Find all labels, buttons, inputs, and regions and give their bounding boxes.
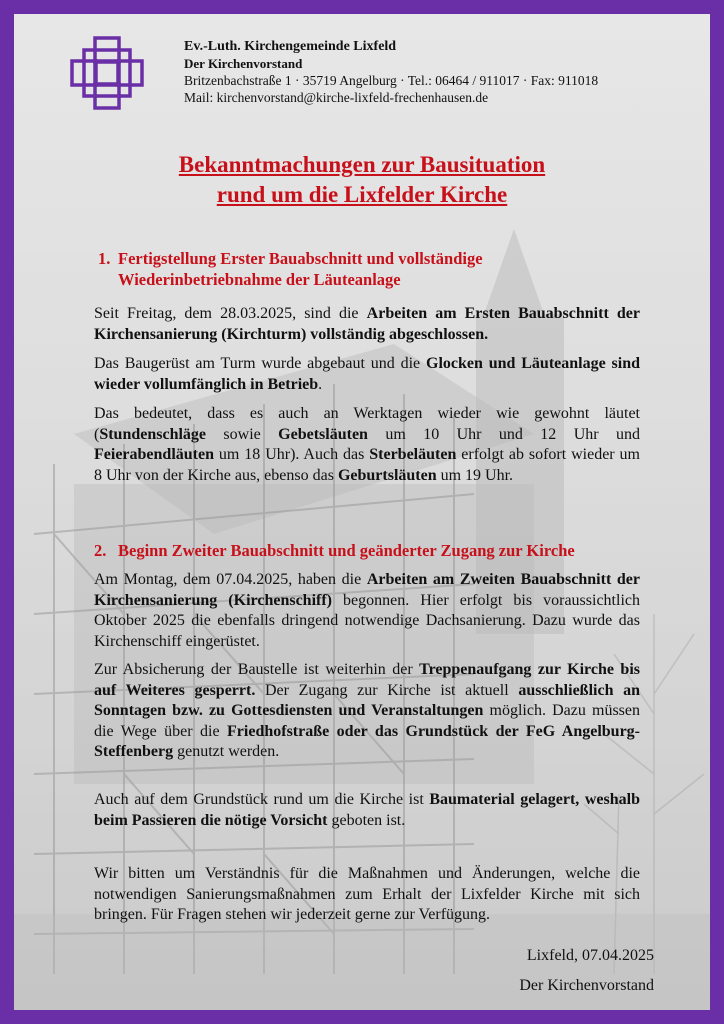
- section-1-heading-line-1: Fertigstellung Erster Bauabschnitt und vollständige: [118, 249, 483, 268]
- section-1-paragraph-3: Das bedeutet, dass es auch an Werktagen wieder wie gewohnt läutet (Stundenschläge sowie Gebetsläuten um 10 Uhr und 12 Uhr und Feierabendläuten um 18 Uhr). Auch das Sterbeläuten erfolgt ab sofort wieder um 8 Uhr von der Kirche aus, ebenso das Geburtsläuten um 19 Uhr.: [94, 405, 640, 484]
- title-line-1: Bekanntmachungen zur Bausituation: [178, 152, 546, 177]
- signer: Der Kirchenvorstand: [519, 977, 654, 994]
- closing-paragraph: Wir bitten um Verständnis für die Maßnahmen und Änderungen, welche die notwendigen Sanierungsmaßnahmen zum Erhalt der Lixfelder Kirche mit sich bringen. Für Fragen stehen wir jederzeit gerne zur Verfügung.: [94, 865, 640, 923]
- org-department: Der Kirchenvorstand: [184, 56, 303, 71]
- page-title: [14, 150, 710, 210]
- signature-block: [519, 946, 654, 996]
- title-line-2: rund um die Lixfelder Kirche: [216, 182, 508, 207]
- section-2-paragraph-3: Auch auf dem Grundstück rund um die Kirche ist Baumaterial gelagert, weshalb beim Passieren die nötige Vorsicht geboten ist.: [94, 791, 640, 829]
- section-1-heading: [98, 248, 658, 292]
- place-date: Lixfeld, 07.04.2025: [526, 947, 654, 964]
- section-1-heading-line-2: Wiederinbetriebnahme der Läuteanlage: [118, 270, 401, 289]
- org-address: Britzenbachstraße 1 · 35719 Angelburg · Tel.: 06464 / 911017 · Fax: 911018: [184, 73, 599, 88]
- section-2-paragraph-1: Am Montag, dem 07.04.2025, haben die Arbeiten am Zweiten Bauabschnitt der Kirchensanierung (Kirchenschiff) begonnen. Hier erfolgt bis voraussichtlich Oktober 2025 die ebenfalls dringend notwendige Dachsanierung. Dazu wurde das Kirchenschiff eingerüstet.: [94, 571, 641, 650]
- section-1-paragraph-1: Seit Freitag, dem 28.03.2025, sind die Arbeiten am Ersten Bauabschnitt der Kirchensanierung (Kirchturm) vollständig abgeschlossen.: [94, 305, 640, 343]
- org-name: Ev.-Luth. Kirchengemeinde Lixfeld: [184, 39, 397, 54]
- section-2-paragraph-2: Zur Absicherung der Baustelle ist weiterhin der Treppenaufgang zur Kirche bis auf Weiteres gesperrt. Der Zugang zur Kirche ist aktuell ausschließlich an Sonntagen bzw. zu Gottesdiensten und Veranstaltungen möglich. Dazu müssen die Wege über die Friedhofstraße oder das Grundstück der FeG Angelburg-Steffenberg genutzt werden.: [94, 661, 641, 760]
- section-2-number: 2.: [94, 541, 107, 560]
- org-mail: Mail: kirchenvorstand@kirche-lixfeld-frechenhausen.de: [184, 90, 489, 105]
- section-2-heading-text: Beginn Zweiter Bauabschnitt und geänderter Zugang zur Kirche: [118, 541, 575, 560]
- cross-logo-icon: [70, 36, 144, 110]
- letterhead: [70, 36, 690, 136]
- section-1-paragraph-2: Das Baugerüst am Turm wurde abgebaut und die Glocken und Läuteanlage sind wieder vollumfänglich in Betrieb.: [94, 355, 641, 393]
- section-1-number: 1.: [98, 249, 111, 268]
- section-2-heading: [94, 540, 674, 562]
